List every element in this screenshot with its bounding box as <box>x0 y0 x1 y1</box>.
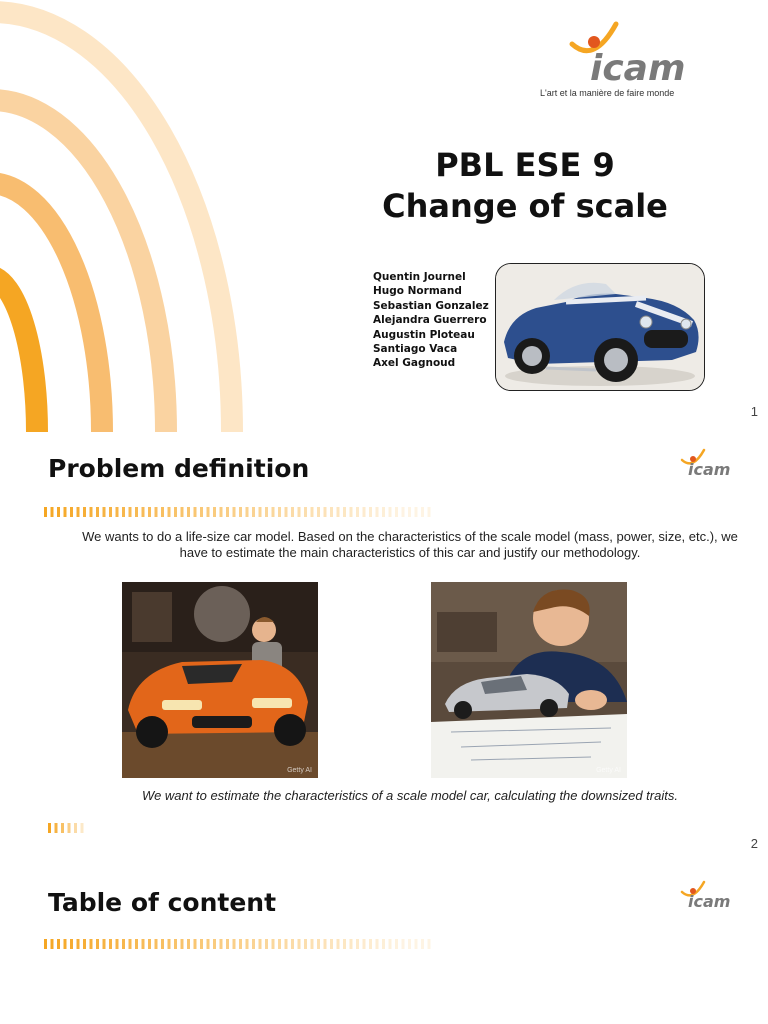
icam-logo-text: icam <box>590 48 686 89</box>
slide-3 <box>0 872 768 1024</box>
boy-with-silver-scale-model-car-image <box>431 582 627 778</box>
slide-number: 1 <box>750 404 758 419</box>
author-name: Sebastian Gonzalez <box>373 299 489 312</box>
decorative-dash-bar <box>44 938 434 950</box>
image-caption: We want to estimate the characteristics of a scale model car, calculating the downsized traits. <box>142 788 678 803</box>
section-title: Table of content <box>48 888 277 917</box>
decorative-dash-bar-short <box>48 822 88 834</box>
decorative-orange-arcs <box>0 0 260 432</box>
icam-tagline: L'art et la manière de faire monde <box>540 88 675 98</box>
slide-number: 2 <box>750 836 758 851</box>
slide-2 <box>0 440 768 864</box>
icam-logo-text: icam <box>688 892 731 911</box>
author-name: Santiago Vaca <box>373 343 458 356</box>
silver-scale-model-car-icon <box>431 582 627 778</box>
author-name: Alejandra Guerrero <box>373 314 487 327</box>
presentation-title-line-1: PBL ESE 9 <box>435 146 615 184</box>
author-name: Augustin Ploteau <box>373 328 475 341</box>
icam-logo-text: icam <box>688 460 731 479</box>
author-name: Hugo Normand <box>373 285 462 298</box>
decorative-dash-bar <box>44 506 434 518</box>
section-title: Problem definition <box>48 454 310 483</box>
image-watermark: Getty AI <box>596 767 621 774</box>
author-name: Quentin Journel <box>373 271 466 283</box>
orange-sports-car-icon <box>122 582 318 778</box>
image-watermark: Getty AI <box>287 767 312 774</box>
boy-with-orange-sports-car-image <box>122 582 318 778</box>
problem-description: We wants to do a life-size car model. Based on the characteristics of the scale model (mass, power, size, etc.), we have to estimate the main characteristics of this car and justify our methodology. <box>82 529 738 560</box>
slide-1 <box>0 0 768 432</box>
blue-roadster-photo <box>495 263 705 391</box>
presentation-title-line-2: Change of scale <box>382 187 668 225</box>
author-name: Axel Gagnoud <box>373 357 456 370</box>
author-list <box>373 270 489 371</box>
blue-roadster-car-icon <box>496 264 704 390</box>
